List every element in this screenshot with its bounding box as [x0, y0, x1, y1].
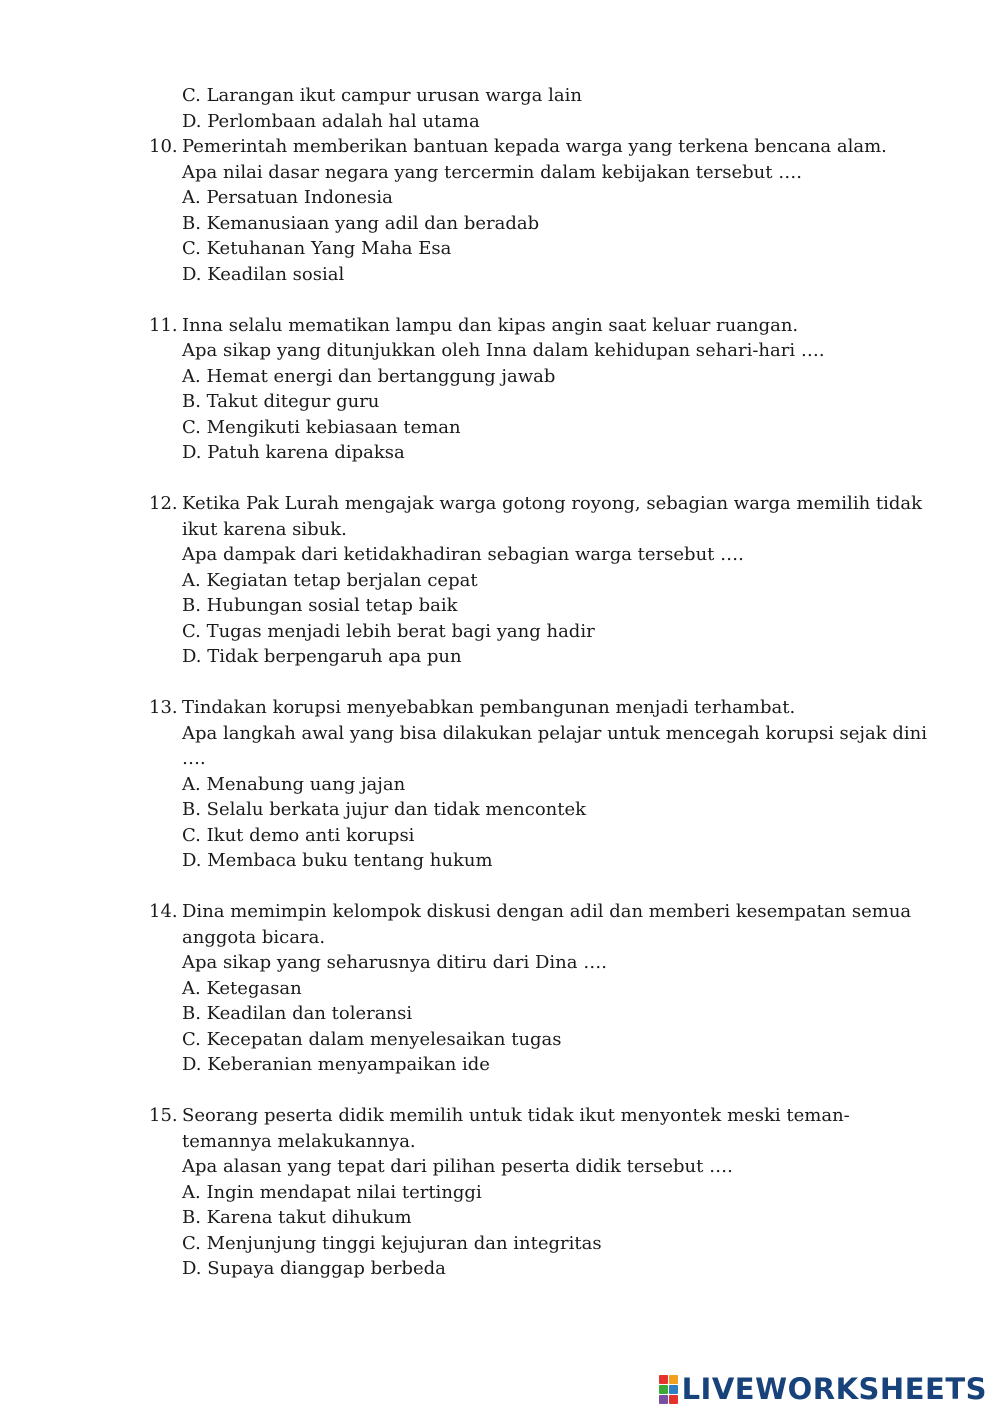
question-13 [0, 695, 1000, 874]
answer-option: D. Keadilan sosial [182, 263, 345, 285]
question-stem-line [0, 134, 1000, 160]
question-stem-text: Apa alasan yang tepat dari pilihan peserta didik tersebut …. [182, 1156, 733, 1177]
question-stem-text: anggota bicara. [182, 926, 326, 948]
question-stem-line [0, 721, 1000, 747]
question-number: 11. [149, 314, 178, 336]
question-stem-text: temannya melakukannya. [182, 1130, 416, 1152]
worksheet-page [0, 83, 1000, 1282]
logo-tile [659, 1395, 668, 1404]
answer-option: C. Tugas menjadi lebih berat bagi yang hadir [182, 620, 595, 642]
question-stem-text: Seorang peserta didik memilih untuk tidak ikut menyontek meski teman- [182, 1105, 850, 1126]
answer-option: D. Membaca buku tentang hukum [182, 850, 493, 871]
answer-option: B. Hubungan sosial tetap baik [182, 595, 458, 616]
answer-option: C. Mengikuti kebiasaan teman [182, 416, 461, 438]
question-stem-text: Apa sikap yang ditunjukkan oleh Inna dalam kehidupan sehari-hari …. [182, 340, 825, 361]
question-stem-text: Tindakan korupsi menyebabkan pembangunan menjadi terhambat. [182, 697, 796, 718]
question-spacer [0, 874, 1000, 900]
question-spacer [0, 670, 1000, 696]
question-stem-line [0, 160, 1000, 186]
liveworksheets-logo-icon [659, 1375, 678, 1404]
answer-option: D. Tidak berpengaruh apa pun [182, 646, 462, 667]
question-stem-text: Dina memimpin kelompok diskusi dengan adil dan memberi kesempatan semua [182, 901, 912, 922]
answer-option: C. Ikut demo anti korupsi [182, 824, 415, 846]
question-stem-text: Pemerintah memberikan bantuan kepada warga yang terkena bencana alam. [182, 136, 887, 157]
question-stem-line [0, 313, 1000, 339]
carryover-option-c: C. Larangan ikut campur urusan warga lain [182, 85, 582, 106]
question-stem-line [0, 517, 1000, 543]
logo-tile [669, 1375, 678, 1384]
answer-option: D. Patuh karena dipaksa [182, 442, 405, 463]
question-stem-line [0, 746, 1000, 772]
answer-option: A. Hemat energi dan bertanggung jawab [182, 365, 556, 387]
question-stem-line [0, 950, 1000, 976]
answer-option: A. Menabung uang jajan [182, 773, 406, 795]
question-number: 14. [149, 901, 178, 922]
question-number: 10. [149, 136, 178, 157]
question-number: 12. [149, 493, 178, 514]
logo-tile [669, 1385, 678, 1394]
question-number: 15. [149, 1105, 178, 1126]
question-stem-text: Inna selalu mematikan lampu dan kipas angin saat keluar ruangan. [182, 314, 799, 336]
question-14 [0, 899, 1000, 1078]
question-stem-text: Apa dampak dari ketidakhadiran sebagian warga tersebut …. [182, 544, 744, 565]
question-stem-line [0, 1129, 1000, 1155]
carryover-option-d: D. Perlombaan adalah hal utama [182, 110, 480, 132]
question-11 [0, 313, 1000, 466]
answer-option: B. Kemanusiaan yang adil dan beradab [182, 212, 540, 234]
question-12 [0, 491, 1000, 670]
answer-option: B. Takut ditegur guru [182, 391, 380, 412]
question-10 [0, 134, 1000, 287]
question-stem-line [0, 1103, 1000, 1129]
question-number: 13. [149, 697, 178, 718]
question-stem-line [0, 899, 1000, 925]
logo-tile [659, 1385, 668, 1394]
answer-option: C. Kecepatan dalam menyelesaikan tugas [182, 1028, 562, 1050]
question-stem-text: Apa langkah awal yang bisa dilakukan pelajar untuk mencegah korupsi sejak dini [182, 722, 928, 744]
answer-option: B. Selalu berkata jujur dan tidak mencontek [182, 799, 587, 820]
question-spacer [0, 466, 1000, 492]
question-list [0, 134, 1000, 1282]
brand-text: LIVEWORKSHEETS [681, 1372, 987, 1406]
question-stem-line [0, 695, 1000, 721]
logo-tile [659, 1375, 668, 1384]
question-stem-line [0, 542, 1000, 568]
answer-option: D. Supaya dianggap berbeda [182, 1258, 446, 1279]
question-stem-text: Apa nilai dasar negara yang tercermin dalam kebijakan tersebut …. [182, 161, 802, 183]
question-spacer [0, 1078, 1000, 1104]
answer-option: C. Menjunjung tinggi kejujuran dan integritas [182, 1232, 602, 1254]
question-stem-line [0, 925, 1000, 951]
question-15 [0, 1103, 1000, 1282]
logo-tile [669, 1395, 678, 1404]
answer-option: A. Ketegasan [182, 977, 302, 999]
answer-option: A. Kegiatan tetap berjalan cepat [182, 569, 478, 591]
question-spacer [0, 287, 1000, 313]
question-stem-text: Apa sikap yang seharusnya ditiru dari Dina …. [182, 952, 607, 973]
answer-option: A. Ingin mendapat nilai tertinggi [182, 1181, 482, 1203]
question-stem-text: ikut karena sibuk. [182, 518, 347, 540]
question-stem-text: …. [182, 748, 206, 769]
answer-option: B. Keadilan dan toleransi [182, 1003, 413, 1024]
answer-option: D. Keberanian menyampaikan ide [182, 1054, 490, 1075]
answer-option: C. Ketuhanan Yang Maha Esa [182, 238, 452, 259]
question-stem-line [0, 1154, 1000, 1180]
question-stem-text: Ketika Pak Lurah mengajak warga gotong royong, sebagian warga memilih tidak [182, 493, 923, 514]
question-stem-line [0, 491, 1000, 517]
liveworksheets-brand [659, 1374, 987, 1404]
question-stem-line [0, 338, 1000, 364]
answer-option: A. Persatuan Indonesia [182, 187, 393, 208]
answer-option: B. Karena takut dihukum [182, 1207, 412, 1228]
